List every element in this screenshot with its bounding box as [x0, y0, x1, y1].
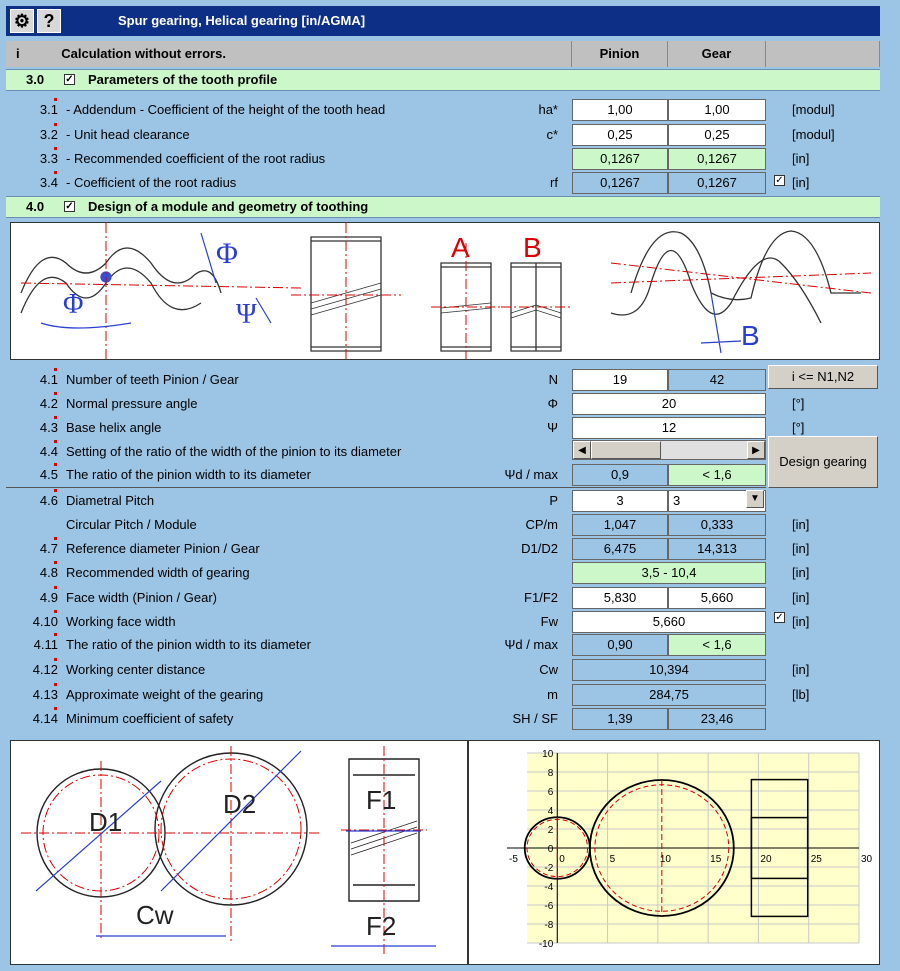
row-label: Face width (Pinion / Gear) — [66, 590, 218, 605]
tooth-geometry-diagram — [10, 222, 880, 360]
row-number: 3.3 — [39, 151, 58, 166]
gear-value[interactable]: 3 — [668, 490, 766, 512]
row-number: 4.13 — [32, 687, 58, 702]
comment-marker — [54, 610, 57, 613]
row-label: Reference diameter Pinion / Gear — [66, 541, 260, 556]
pinion-value[interactable]: 0,1267 — [572, 172, 668, 194]
comment-marker — [54, 147, 57, 150]
row-symbol: P — [549, 493, 558, 508]
gear-value[interactable]: 0,333 — [668, 514, 766, 536]
row-label: The ratio of the pinion width to its diameter — [66, 637, 311, 652]
dimension-drawing — [10, 740, 468, 965]
row-unit: [in] — [792, 614, 810, 629]
gear-value[interactable]: < 1,6 — [668, 634, 766, 656]
pinion-value[interactable]: 0,90 — [572, 634, 668, 656]
y-tick-label: 10 — [542, 749, 554, 760]
row-unit: [lb] — [792, 687, 810, 702]
row-number: 4.6 — [39, 493, 58, 508]
comment-marker — [54, 123, 57, 126]
row-symbol: Ψd / max — [504, 637, 558, 652]
view-b-label: B — [523, 232, 542, 263]
row-unit: [in] — [792, 565, 810, 580]
gear-value[interactable]: 1,00 — [668, 99, 766, 121]
gear-value[interactable]: 0,1267 — [668, 148, 766, 170]
view-a-label: A — [451, 232, 470, 263]
gear-value[interactable]: 42 — [668, 369, 766, 391]
y-tick-label: 8 — [547, 768, 554, 779]
x-tick-label: -5 — [509, 854, 518, 865]
column-i-header: i — [16, 46, 20, 61]
row-label: - Unit head clearance — [66, 127, 190, 142]
gear-value[interactable]: 5,660 — [668, 587, 766, 609]
comment-marker — [54, 440, 57, 443]
comment-marker — [54, 707, 57, 710]
row-label: Working center distance — [66, 662, 206, 677]
row-label: - Coefficient of the root radius — [66, 175, 237, 190]
gear-value[interactable]: 14,313 — [668, 538, 766, 560]
y-tick-label: -2 — [544, 863, 554, 874]
row-number: 4.11 — [33, 637, 58, 652]
row-label: - Recommended coefficient of the root radius — [66, 151, 326, 166]
shared-value[interactable]: 10,394 — [572, 659, 766, 681]
row-number: 3.1 — [39, 102, 58, 117]
pitch-dropdown-arrow-icon[interactable]: ▼ — [746, 490, 764, 508]
row-unit: [modul] — [792, 102, 835, 117]
y-tick-label: 6 — [547, 787, 554, 798]
pinion-value[interactable]: 3 — [572, 490, 668, 512]
gear-value[interactable]: 0,1267 — [668, 172, 766, 194]
pinion-value[interactable]: 5,830 — [572, 587, 668, 609]
row-number: 4.4 — [39, 444, 58, 459]
comment-marker — [54, 416, 57, 419]
y-tick-label: 0 — [547, 844, 554, 855]
status-bar — [6, 41, 572, 67]
row-number: 4.9 — [39, 590, 58, 605]
section-title: Parameters of the tooth profile — [88, 72, 278, 87]
row-unit: [in] — [792, 590, 810, 605]
row-label: Diametral Pitch — [66, 493, 155, 508]
y-tick-label: 4 — [547, 806, 554, 817]
ratio-scrollbar[interactable] — [572, 440, 766, 460]
header-spacer — [766, 41, 880, 67]
pinion-value[interactable]: 0,9 — [572, 464, 668, 486]
row-symbol: CP/m — [525, 517, 558, 532]
row-unit: [in] — [792, 517, 810, 532]
row-number: 4.10 — [32, 614, 58, 629]
comment-marker — [54, 561, 57, 564]
comment-marker — [54, 98, 57, 101]
pinion-value[interactable]: 1,047 — [572, 514, 668, 536]
comment-marker — [54, 537, 57, 540]
row-symbol: SH / SF — [512, 711, 558, 726]
row-unit: [°] — [792, 420, 805, 435]
x-tick-label: 10 — [659, 854, 671, 865]
pinion-value[interactable]: 1,39 — [572, 708, 668, 730]
section-3-header — [6, 69, 880, 91]
row-label: Recommended width of gearing — [66, 565, 250, 580]
row-symbol: ha* — [538, 102, 558, 117]
shared-value[interactable]: 284,75 — [572, 684, 766, 706]
shared-value[interactable]: 20 — [572, 393, 766, 415]
row-symbol: c* — [546, 127, 558, 142]
comment-marker — [54, 586, 57, 589]
row-unit: [in] — [792, 662, 810, 677]
pinion-value[interactable]: 0,1267 — [572, 148, 668, 170]
comment-marker — [54, 171, 57, 174]
window-title: Spur gearing, Helical gearing [in/AGMA] — [118, 13, 366, 28]
row-number: 4.1 — [39, 372, 58, 387]
row-symbol: Ψd / max — [504, 467, 558, 482]
row-label: Circular Pitch / Module — [66, 517, 197, 532]
row-unit: [in] — [792, 175, 810, 190]
x-tick-label: 5 — [609, 854, 616, 865]
shared-value[interactable]: 12 — [572, 417, 766, 439]
row-number: 4.12 — [32, 662, 58, 677]
x-tick-label: 25 — [810, 854, 822, 865]
row-symbol: m — [547, 687, 558, 702]
row-unit: [modul] — [792, 127, 835, 142]
row-number: 4.8 — [39, 565, 58, 580]
root-radius-checkbox[interactable]: ✓ — [775, 175, 784, 186]
dimension-drawing-svg — [11, 741, 467, 964]
row-number: 4.5 — [39, 467, 58, 482]
row-symbol: rf — [550, 175, 558, 190]
gear-value[interactable]: 0,25 — [668, 124, 766, 146]
row-number: 4.2 — [39, 396, 58, 411]
row-label: Number of teeth Pinion / Gear — [66, 372, 239, 387]
section-title: Design of a module and geometry of toothing — [88, 199, 369, 214]
section-4-checkbox[interactable]: ✓ — [65, 201, 74, 212]
cw-label: Cw — [136, 900, 174, 930]
f1-label: F1 — [366, 785, 397, 815]
row-symbol: Cw — [539, 662, 558, 677]
section-4-header — [6, 196, 880, 218]
y-tick-label: -6 — [544, 901, 554, 912]
face-width-checkbox[interactable]: ✓ — [775, 612, 784, 623]
y-tick-label: -8 — [544, 920, 554, 931]
pinion-value[interactable]: 19 — [572, 369, 668, 391]
y-tick-label: 2 — [547, 825, 554, 836]
shared-value[interactable]: 5,660 — [572, 611, 766, 633]
row-label: - Addendum - Coefficient of the height of the tooth head — [66, 102, 386, 117]
row-number: 4.7 — [39, 541, 58, 556]
gear-app-icon[interactable]: ⚙ — [10, 9, 34, 33]
teeth-limit-button[interactable]: i <= N1,N2 — [768, 365, 878, 389]
row-label: Working face width — [66, 614, 176, 629]
section-number: 3.0 — [26, 72, 45, 87]
row-number: 4.3 — [39, 420, 58, 435]
pinion-value[interactable]: 1,00 — [572, 99, 668, 121]
f2-label: F2 — [366, 911, 397, 941]
gear-value[interactable]: < 1,6 — [668, 464, 766, 486]
row-label: Setting of the ratio of the width of the pinion to its diameter — [66, 444, 402, 459]
comment-marker — [54, 368, 57, 371]
comment-marker — [54, 658, 57, 661]
row-unit: [°] — [792, 396, 805, 411]
scroll-thumb[interactable] — [591, 441, 661, 459]
row-symbol: Fw — [540, 614, 558, 629]
row-number: 3.2 — [39, 127, 58, 142]
row-symbol: Ψ — [547, 420, 558, 435]
phi-label-2: Φ — [63, 289, 84, 320]
shared-value[interactable]: 3,5 - 10,4 — [572, 562, 766, 584]
row-unit: [in] — [792, 151, 810, 166]
gear-chart — [469, 741, 879, 964]
comment-marker — [54, 633, 57, 636]
psi-label: Ψ — [236, 299, 257, 330]
x-tick-label: 15 — [710, 854, 722, 865]
row-symbol: Φ — [547, 396, 558, 411]
width-b-label: B — [741, 320, 760, 351]
pinion-column-header: Pinion — [572, 41, 668, 67]
row-symbol: N — [548, 372, 558, 387]
tooth-diagram-svg — [11, 223, 879, 359]
y-tick-label: -4 — [544, 882, 554, 893]
help-button[interactable]: ? — [37, 9, 61, 33]
row-label: Base helix angle — [66, 420, 162, 435]
title-bar — [6, 6, 880, 36]
row-unit: [in] — [792, 541, 810, 556]
pinion-value[interactable]: 6,475 — [572, 538, 668, 560]
comment-marker — [54, 463, 57, 466]
status-text: Calculation without errors. — [61, 46, 226, 61]
phi-label: Φ — [216, 237, 238, 270]
scroll-left-arrow-icon[interactable]: ◀ — [573, 441, 591, 459]
section-3-checkbox[interactable]: ✓ — [65, 74, 74, 85]
gear-chart-panel — [468, 740, 880, 965]
x-tick-label: 0 — [559, 854, 565, 865]
comment-marker — [54, 683, 57, 686]
design-gearing-button[interactable]: Design gearing — [768, 436, 878, 488]
row-label: Minimum coefficient of safety — [66, 711, 234, 726]
pinion-value[interactable]: 0,25 — [572, 124, 668, 146]
x-tick-label: 20 — [760, 854, 772, 865]
comment-marker — [54, 392, 57, 395]
y-tick-label: -10 — [538, 939, 554, 950]
row-label: Approximate weight of the gearing — [66, 687, 264, 702]
row-label: The ratio of the pinion width to its diameter — [66, 467, 311, 482]
row-number: 3.4 — [39, 175, 58, 190]
row-label: Normal pressure angle — [66, 396, 198, 411]
d1-label: D1 — [89, 807, 123, 837]
x-tick-label: 30 — [861, 854, 873, 865]
comment-marker — [54, 489, 57, 492]
row-number: 4.14 — [32, 711, 58, 726]
row-symbol: F1/F2 — [524, 590, 558, 605]
row-symbol: D1/D2 — [521, 541, 558, 556]
row-divider — [6, 487, 766, 488]
d2-label: D2 — [223, 789, 257, 819]
gear-column-header: Gear — [668, 41, 766, 67]
scroll-right-arrow-icon[interactable]: ▶ — [747, 441, 765, 459]
section-number: 4.0 — [26, 199, 45, 214]
gear-value[interactable]: 23,46 — [668, 708, 766, 730]
